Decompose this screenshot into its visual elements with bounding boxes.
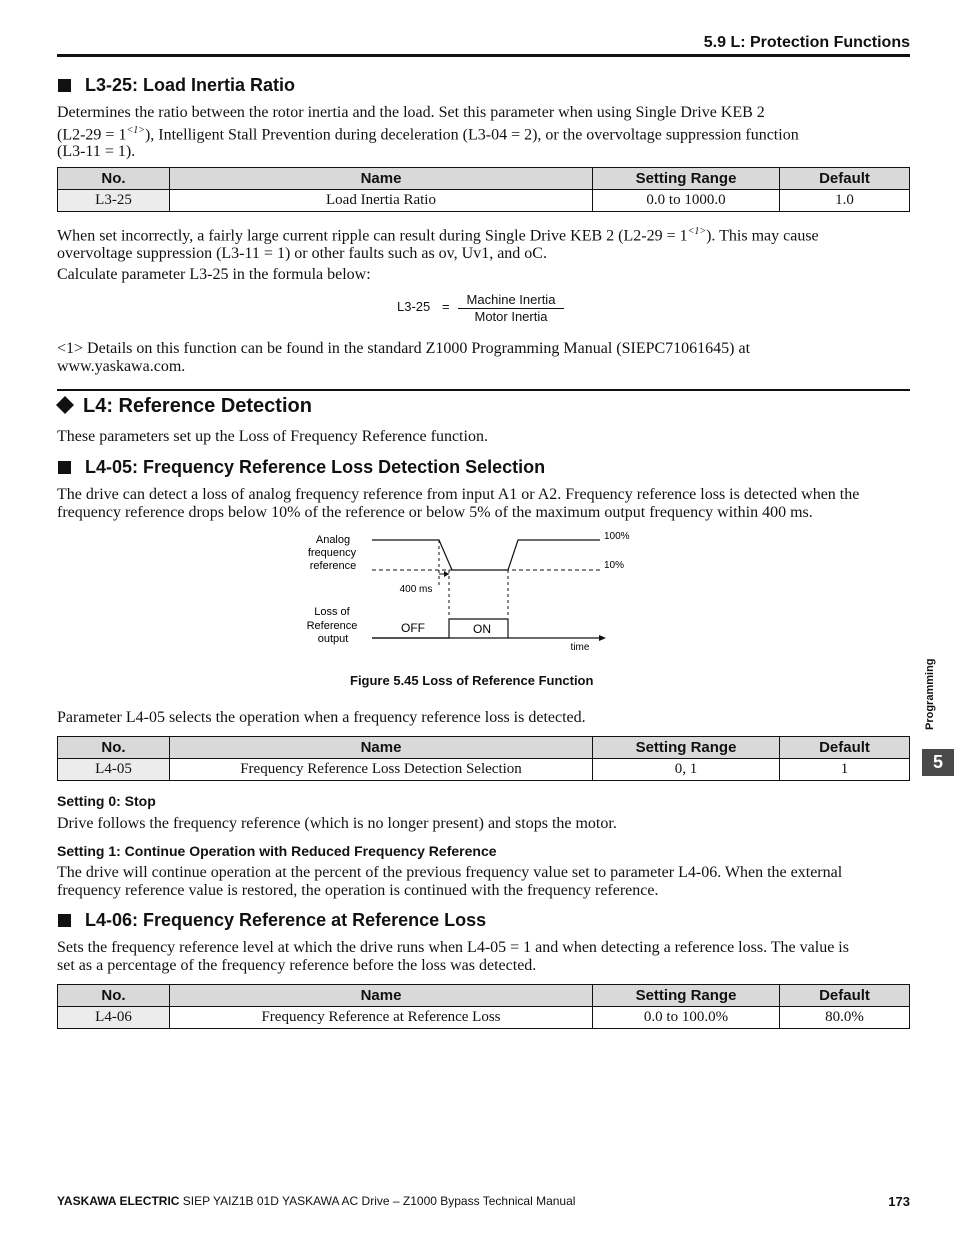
reference-signal-line	[372, 540, 600, 570]
col-default: Default	[780, 737, 910, 759]
formula-numerator: Machine Inertia	[466, 292, 556, 307]
on-label: ON	[473, 622, 491, 636]
formula-lhs: L3-25	[397, 299, 431, 314]
time-label: time	[570, 642, 590, 653]
analog-label-2: frequency	[307, 547, 357, 559]
square-bullet-icon	[58, 79, 71, 92]
formula-denominator: Motor Inertia	[474, 309, 548, 324]
l4-06-table	[57, 984, 910, 1029]
col-default: Default	[780, 168, 910, 190]
col-name: Name	[170, 168, 593, 190]
analog-label-3: reference	[309, 560, 357, 572]
side-section-label: Programming	[924, 658, 936, 730]
square-bullet-icon	[58, 461, 71, 474]
l3-25-intro: Determines the ratio between the rotor inertia and the load. Set this parameter when using Single Drive KEB 2 $(L2-29 = 1^{<1>})$, Intelligent Stall Prevention during deceleration (L3-04 = 2), or the overvoltage suppression function (L3-11 = 1).	[57, 104, 799, 161]
l4-05-param-text: Parameter L4-05 selects the operation when a frequency reference loss is detected.	[57, 709, 586, 726]
loss-of-reference-figure	[300, 528, 630, 656]
col-name: Name	[170, 737, 593, 759]
calc-text: Calculate parameter L3-25 in the formula below:	[57, 266, 371, 283]
analog-label-1: Analog	[315, 534, 351, 546]
setting1-text: The drive will continue operation at the percent of the previous frequency value set to parameter L4-06. When the external frequency reference value is restored, the operation is continued with the frequency reference.	[57, 864, 843, 899]
table-row: L3-25 Load Inertia Ratio 0.0 to 1000.0 1.0	[58, 190, 910, 212]
section-header: 5.9 L: Protection Functions	[703, 34, 910, 51]
page-number: 173	[888, 1194, 910, 1209]
chapter-tab: 5	[922, 749, 954, 776]
col-default: Default	[780, 985, 910, 1007]
l4-intro: These parameters set up the Loss of Frequency Reference function.	[57, 428, 488, 445]
l4-06-heading: L4-06: Frequency Reference at Reference Loss	[58, 910, 486, 931]
col-range: Setting Range	[593, 168, 780, 190]
square-bullet-icon	[58, 914, 71, 927]
loss-label-2: Reference	[306, 620, 358, 632]
l4-05-table	[57, 736, 910, 781]
formula-equals: =	[442, 299, 450, 314]
col-no: No.	[58, 168, 170, 190]
table-row: L4-06 Frequency Reference at Reference Loss 0.0 to 100.0% 80.0%	[58, 1007, 910, 1029]
setting1-heading: Setting 1: Continue Operation with Reduced Frequency Reference	[57, 843, 497, 859]
l3-25-heading: L3-25: Load Inertia Ratio	[58, 75, 295, 96]
time-400-label: 400 ms	[399, 584, 433, 595]
figure-caption: Figure 5.45 Loss of Reference Function	[350, 673, 594, 688]
col-range: Setting Range	[593, 985, 780, 1007]
diamond-bullet-icon	[55, 395, 75, 415]
section-rule	[57, 389, 910, 391]
l4-heading: L4: Reference Detection	[55, 395, 312, 418]
setting0-heading: Setting 0: Stop	[57, 793, 156, 809]
header-rule	[57, 54, 910, 57]
col-no: No.	[58, 737, 170, 759]
col-range: Setting Range	[593, 737, 780, 759]
time-axis-arrowhead	[599, 635, 606, 641]
loss-label-3: output	[317, 633, 349, 645]
interval-arrowhead	[444, 571, 449, 577]
l4-06-para: Sets the frequency reference level at which the drive runs when L4-05 = 1 and when detecting a reference loss. The value is set as a percentage of the frequency reference before the loss was detected.	[57, 939, 849, 974]
loss-label-1: Loss of	[314, 606, 350, 618]
pct-10-label: 10%	[604, 560, 625, 571]
l3-25-table	[57, 167, 910, 212]
l4-05-para: The drive can detect a loss of analog frequency reference from input A1 or A2. Frequency reference loss is detected when the frequency reference drops below 10% of the reference or below 5% of the maximum output frequency within 400 ms.	[57, 486, 860, 521]
off-label: OFF	[401, 621, 425, 635]
setting0-text: Drive follows the frequency reference (which is no longer present) and stops the motor.	[57, 815, 617, 832]
pct-100-label: 100%	[604, 531, 630, 542]
l4-05-heading: L4-05: Frequency Reference Loss Detection Selection	[58, 457, 545, 478]
table-row: L4-05 Frequency Reference Loss Detection Selection 0, 1 1	[58, 759, 910, 781]
col-name: Name	[170, 985, 593, 1007]
footer-doc-info: YASKAWA ELECTRIC SIEP YAIZ1B 01D YASKAWA AC Drive – Z1000 Bypass Technical Manual	[57, 1194, 576, 1208]
col-no: No.	[58, 985, 170, 1007]
footnote: <1> Details on this function can be found in the standard Z1000 Programming Manual (SIEPC71061645) at www.yaskawa.com.	[57, 340, 751, 375]
l3-25-warning: When set incorrectly, a fairly large current ripple can result during Single Drive KEB 2 $(L2-29 = 1^{<1>})$. This may cause overvoltage suppression (L3-11 = 1) or other faults such as ov, Uv1, and oC.	[57, 226, 819, 262]
